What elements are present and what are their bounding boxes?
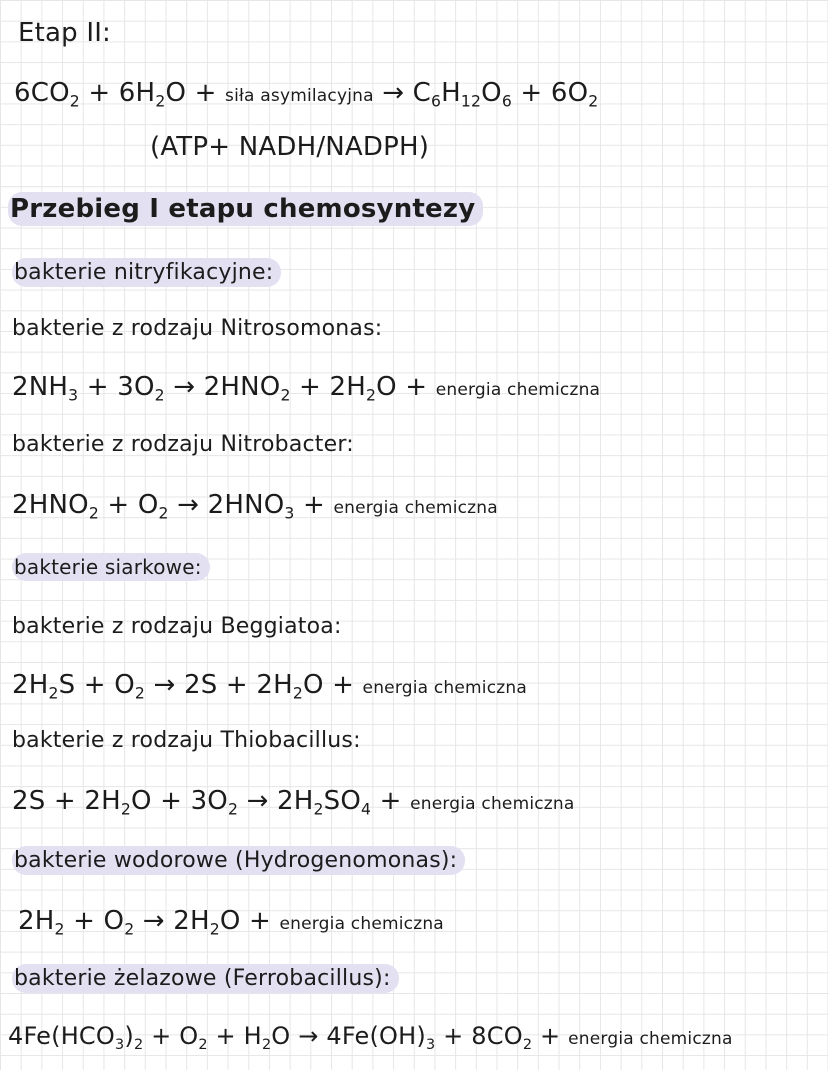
glucose-o: O: [481, 78, 502, 108]
subscript: 12: [460, 92, 482, 111]
energy-label: energia chemiczna: [435, 380, 601, 400]
beggiatoa-label: bakterie z rodzaju Beggiatoa:: [12, 614, 342, 639]
iron-equation: $4Fe(HCO_3)_2 + O_2 + H_2O \to 4Fe(OH)_3 + 8CO_2$ + energia chemiczna: [8, 1022, 733, 1054]
energy-label: energia chemiczna: [410, 794, 575, 814]
glucose-h: H: [441, 78, 461, 108]
energy-label: energia chemiczna: [279, 914, 444, 934]
hydrogen-equation: $2H_2 + O_2 \to 2H_2O$ + energia chemiczna: [18, 906, 444, 939]
photosynthesis-equation: [14, 78, 599, 111]
thiobacillus-equation: $2S + 2H_2O + 3O_2 \to 2H_2SO_4$ + energia chemiczna: [12, 786, 575, 819]
nitrifying-title-text: bakterie nitryfikacyjne:: [12, 258, 281, 287]
nitrosomonas-equation: $2NH_3 + 3O_2 \to 2HNO_2 + 2H_2O$ + energia chemiczna: [12, 372, 601, 405]
thiobacillus-label: bakterie z rodzaju Thiobacillus:: [12, 728, 361, 753]
glucose-c: C: [412, 78, 432, 108]
plus: +: [186, 78, 226, 108]
reaction-arrow: →: [373, 78, 413, 108]
water-reactant: + 6H: [79, 78, 156, 108]
nitrobacter-equation: $2HNO_2 + O_2 \to 2HNO_3$ + energia chemiczna: [12, 490, 498, 523]
section-heading-text: Przebieg I etapu chemosyntezy: [8, 192, 483, 226]
iron-title: [12, 966, 399, 991]
hydrogen-title-text: bakterie wodorowe (Hydrogenomonas):: [12, 846, 465, 875]
subscript: 2: [155, 92, 166, 111]
sulfur-title: [12, 555, 210, 579]
photosynthesis-parenthetical: (ATP+ NADH/NADPH): [150, 132, 430, 162]
oxygen-product: + 6O: [511, 78, 589, 108]
sulfur-title-text: bakterie siarkowe:: [12, 553, 210, 581]
energy-label: energia chemiczna: [362, 678, 527, 698]
energy-label: energia chemiczna: [333, 498, 498, 518]
energy-label: energia chemiczna: [568, 1029, 733, 1049]
nitrifying-title: [12, 260, 281, 285]
subscript: 2: [69, 92, 80, 111]
hydrogen-title: [12, 848, 465, 873]
water-oxygen: O: [165, 78, 187, 108]
beggiatoa-equation: $2H_2S + O_2 \to 2S + 2H_2O$ + energia chemiczna: [12, 670, 527, 703]
nitrosomonas-label: bakterie z rodzaju Nitrosomonas:: [12, 316, 383, 341]
assimilative-force: siła asymilacyjna: [225, 86, 374, 106]
co2-reactant: 6CO: [14, 78, 70, 108]
stage-title: Etap II:: [18, 18, 112, 48]
subscript: 6: [431, 92, 442, 111]
nitrobacter-label: bakterie z rodzaju Nitrobacter:: [12, 432, 354, 457]
subscript: 2: [588, 92, 599, 111]
subscript: 6: [501, 92, 512, 111]
iron-title-text: bakterie żelazowe (Ferrobacillus):: [12, 964, 399, 993]
section-heading: [8, 194, 483, 224]
